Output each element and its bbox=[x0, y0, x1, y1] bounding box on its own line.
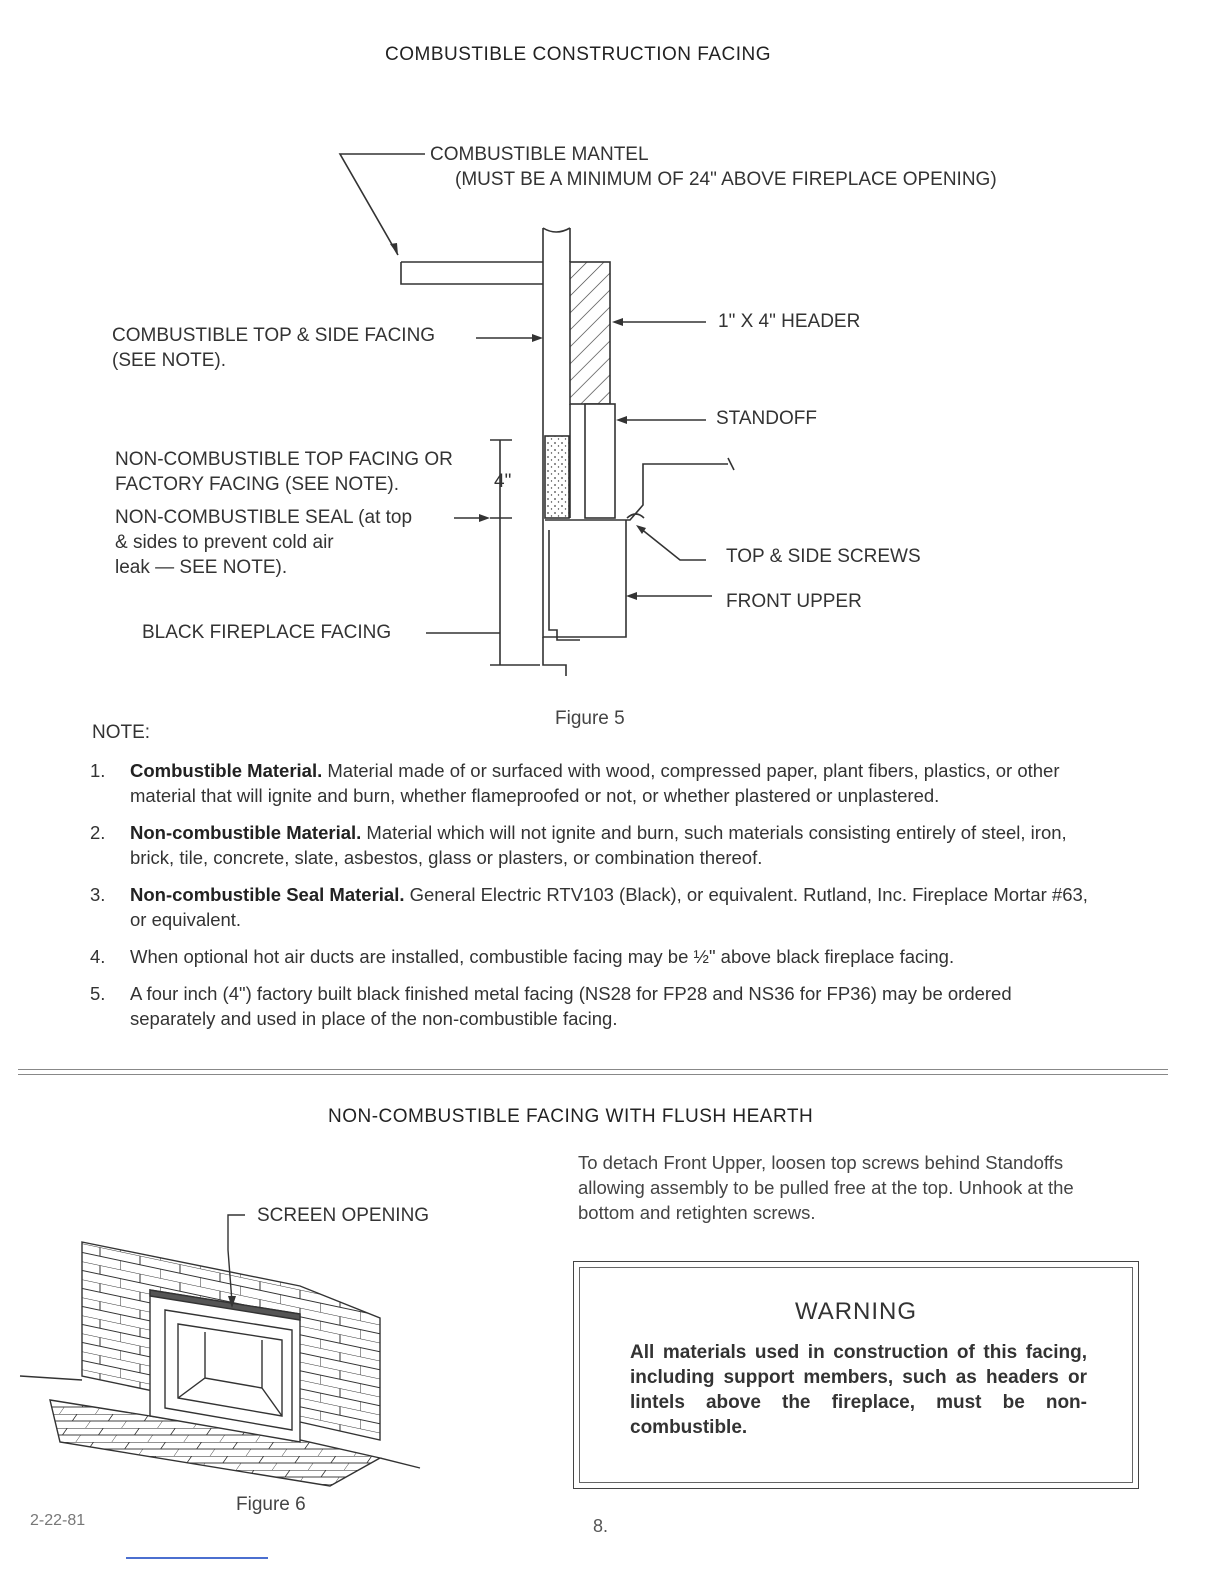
seal-note-2: leak — SEE NOTE). bbox=[115, 557, 288, 578]
dimension-label: 4" bbox=[494, 471, 512, 492]
corner-code: 2-22-81 bbox=[30, 1512, 86, 1529]
warning-title: WARNING bbox=[794, 1298, 918, 1325]
notes-list bbox=[90, 758, 1100, 1043]
noncombustible-top-note: FACTORY FACING (SEE NOTE). bbox=[115, 474, 399, 495]
black-facing-label: BLACK FIREPLACE FACING bbox=[142, 622, 392, 643]
noncombustible-top-facing bbox=[545, 436, 569, 518]
note-item: 5. A four inch (4") factory built black finished metal facing (NS28 for FP28 and NS36 for FP36) may be ordered separately and used in place of the non-combustible facing. bbox=[90, 983, 1012, 1029]
screw bbox=[627, 514, 644, 518]
note-item: 2. Non-combustible Material. Material which will not ignite and burn, such materials consisting entirely of steel, iron, brick, tile, concrete, slate, asbestos, glass or plasters, or combination thereof. bbox=[90, 822, 1067, 868]
mantel-leader-line bbox=[340, 154, 425, 255]
noncombustible-top-label: NON-COMBUSTIBLE TOP FACING OR bbox=[115, 449, 453, 470]
top-flange bbox=[545, 458, 734, 520]
section-divider-2 bbox=[18, 1074, 1168, 1075]
section2-title: NON-COMBUSTIBLE FACING WITH FLUSH HEARTH bbox=[328, 1106, 814, 1127]
standoff-label: STANDOFF bbox=[716, 408, 817, 429]
header-label: 1" X 4" HEADER bbox=[718, 311, 861, 332]
figure6-caption: Figure 6 bbox=[236, 1494, 306, 1515]
section1-title: COMBUSTIBLE CONSTRUCTION FACING bbox=[385, 44, 772, 65]
section-divider bbox=[18, 1069, 1168, 1070]
mantel-note: (MUST BE A MINIMUM OF 24" ABOVE FIREPLACE OPENING) bbox=[455, 169, 997, 190]
figure5-caption: Figure 5 bbox=[555, 708, 625, 729]
mantel-arrowhead bbox=[390, 243, 398, 255]
header-block bbox=[570, 262, 610, 404]
top-side-facing-label: COMBUSTIBLE TOP & SIDE FACING bbox=[112, 325, 436, 346]
seal-label: NON-COMBUSTIBLE SEAL (at top bbox=[115, 507, 413, 528]
note-item: 1. Combustible Material. Material made of or surfaced with wood, compressed paper, plant fibers, plastics, or other material that will ignite and burn, whether flameproofed or not, or whether plastered or unplastered. bbox=[90, 760, 1060, 806]
front-upper-panel bbox=[543, 520, 626, 637]
black-fireplace-facing-part bbox=[543, 637, 566, 676]
warning-text: All materials used in construction of this facing, including support members, such as headers or lintels above the fireplace, must be non-combustible. bbox=[630, 1342, 1087, 1438]
screws-leader bbox=[640, 528, 706, 560]
mantel-board bbox=[401, 262, 543, 284]
warning-box bbox=[573, 1261, 1139, 1489]
warning-inner-frame bbox=[579, 1267, 1133, 1483]
scan-mark-line bbox=[126, 1557, 268, 1559]
screen-opening-label: SCREEN OPENING bbox=[257, 1205, 430, 1226]
seal-note-1: & sides to prevent cold air bbox=[115, 532, 334, 553]
detach-instructions: To detach Front Upper, loosen top screws behind Standoffs allowing assembly to be pulled free at the top. Unhook at the bottom and retighten screws. bbox=[578, 1152, 1074, 1223]
standoff-block bbox=[585, 404, 615, 518]
top-side-facing-note: (SEE NOTE). bbox=[112, 350, 227, 371]
screws-label: TOP & SIDE SCREWS bbox=[726, 546, 921, 567]
front-upper-hook bbox=[549, 530, 580, 640]
note-item: 3. Non-combustible Seal Material. General Electric RTV103 (Black), or equivalent. Rutland, Inc. Fireplace Mortar #63, or equivalent. bbox=[90, 884, 1088, 930]
note-heading: NOTE: bbox=[92, 722, 151, 743]
front-upper-label: FRONT UPPER bbox=[726, 591, 862, 612]
figure6-diagram bbox=[0, 1190, 560, 1490]
page-number: 8. bbox=[593, 1516, 609, 1536]
mantel-label: COMBUSTIBLE MANTEL bbox=[430, 144, 649, 165]
note-item: 4. When optional hot air ducts are installed, combustible facing may be ½" above black fireplace facing. bbox=[90, 946, 955, 967]
screen-frame bbox=[165, 1310, 292, 1430]
